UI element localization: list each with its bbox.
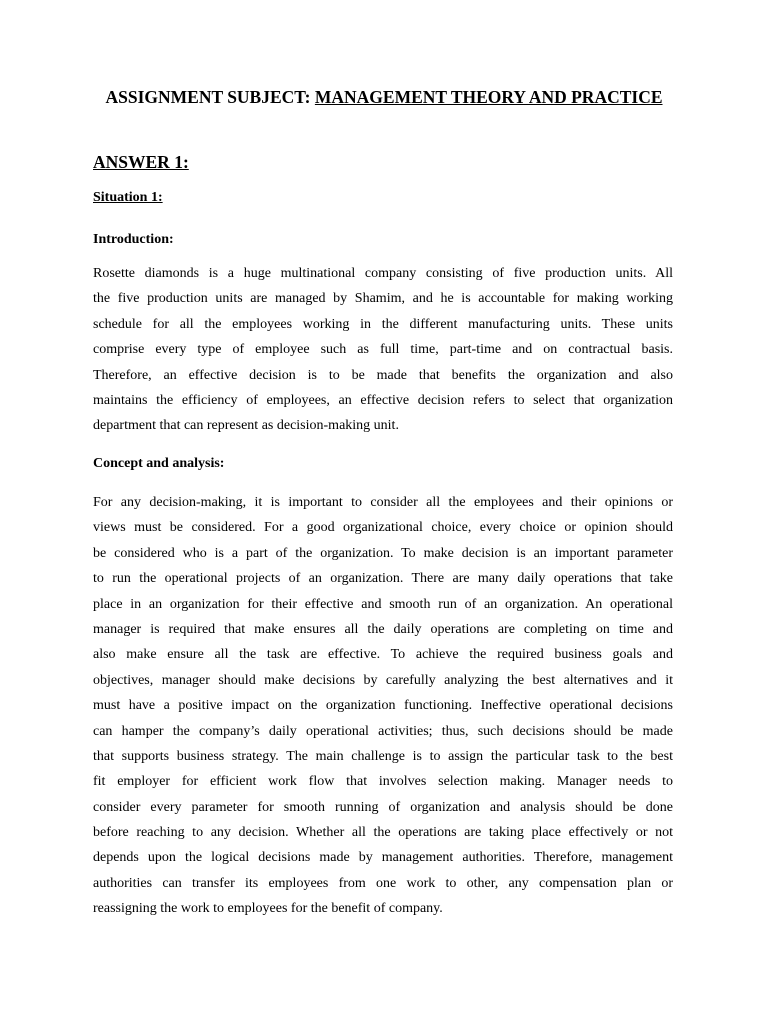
paragraph-line: can hamper the company’s daily operational activities; thus, such decisions should be made bbox=[93, 723, 673, 739]
paragraph-line: reassigning the work to employees for the benefit of company. bbox=[93, 901, 443, 917]
paragraph-line: maintains the efficiency of employees, an effective decision refers to select that organization bbox=[93, 392, 673, 408]
paragraph-line: views must be considered. For a good organizational choice, every choice or opinion should bbox=[93, 520, 673, 536]
assignment-title bbox=[0, 87, 768, 108]
paragraph-line: to run the operational projects of an organization. There are many daily operations that take bbox=[93, 571, 673, 587]
paragraph-line: fit employer for efficient work flow that involves selection making. Manager needs to bbox=[93, 774, 673, 790]
concept-heading: Concept and analysis: bbox=[93, 456, 225, 471]
paragraph-line: depends upon the logical decisions made by management authorities. Therefore, management bbox=[93, 850, 673, 866]
title-subject: MANAGEMENT THEORY AND PRACTICE bbox=[314, 87, 663, 107]
paragraph-line: be considered who is a part of the organization. To make decision is an important parameter bbox=[93, 545, 673, 561]
paragraph-line: department that can represent as decision-making unit. bbox=[93, 418, 399, 434]
paragraph-line: the five production units are managed by Shamim, and he is accountable for making working bbox=[93, 291, 673, 307]
paragraph-line: must have a positive impact on the organization functioning. Ineffective operational decisions bbox=[93, 698, 673, 714]
paragraph-line: Rosette diamonds is a huge multinational company consisting of five production units. All bbox=[93, 266, 673, 281]
paragraph-line: place in an organization for their effective and smooth run of an organization. An operational bbox=[93, 596, 673, 612]
situation-heading: Situation 1: bbox=[93, 190, 163, 205]
paragraph-line: schedule for all the employees working in the different manufacturing units. These units bbox=[93, 316, 673, 332]
paragraph-line: For any decision-making, it is important to consider all the employees and their opinions or bbox=[93, 495, 673, 510]
paragraph-line: that supports business strategy. The main challenge is to assign the particular task to the best bbox=[93, 748, 673, 764]
paragraph-line: authorities can transfer its employees from one work to other, any compensation plan or bbox=[93, 875, 673, 891]
paragraph-line: manager is required that make ensures all the daily operations are completing on time and bbox=[93, 621, 673, 637]
introduction-heading: Introduction: bbox=[93, 232, 174, 247]
paragraph-line: objectives, manager should make decisions by carefully analyzing the best alternatives and it bbox=[93, 672, 673, 688]
paragraph-line: comprise every type of employee such as full time, part-time and on contractual basis. bbox=[93, 342, 673, 358]
concept-paragraph bbox=[93, 490, 673, 922]
answer-heading: ANSWER 1: bbox=[93, 152, 189, 172]
introduction-paragraph bbox=[93, 261, 673, 439]
paragraph-line: Therefore, an effective decision is to be made that benefits the organization and also bbox=[93, 367, 673, 383]
paragraph-line: consider every parameter for smooth running of organization and analysis should be done bbox=[93, 799, 673, 815]
paragraph-line: before reaching to any decision. Whether all the operations are taking place effectively or not bbox=[93, 825, 673, 841]
paragraph-line: also make ensure all the task are effective. To achieve the required business goals and bbox=[93, 647, 673, 663]
title-prefix: ASSIGNMENT SUBJECT: bbox=[105, 87, 315, 107]
